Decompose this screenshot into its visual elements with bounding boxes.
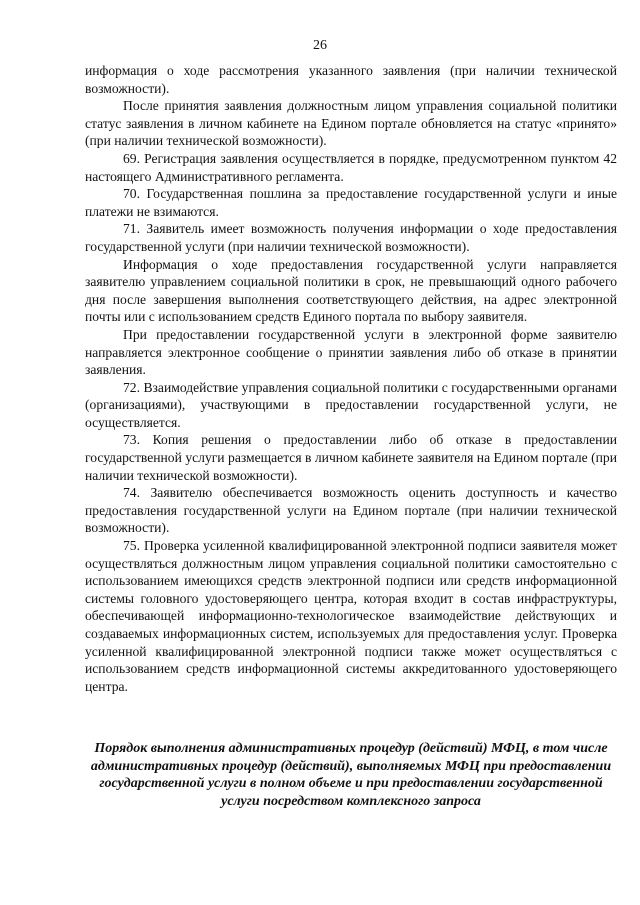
body-text	[85, 62, 617, 695]
section-heading: Порядок выполнения административных процедур (действий) МФЦ, в том числе административных процедур (действий), выполняемых МФЦ при предоставлении государственной услуги в полном объеме и при предоставлении государственной услуги посредством комплексного запроса	[90, 741, 612, 809]
paragraph-electronic-notice: При предоставлении государственной услуги в электронной форме заявителю направляется электронное сообщение о принятии заявления либо об отказе в принятии заявления.	[85, 326, 617, 378]
paragraph-72: 72. Взаимодействие управления социальной политики с государственными органами (организациями), участвующими в предоставлении государственной услуги, не осуществляется.	[85, 379, 617, 430]
paragraph-continuation: информация о ходе рассмотрения указанного заявления (при наличии технической возможности).	[85, 63, 617, 96]
paragraph-71: 71. Заявитель имеет возможность получения информации о ходе предоставления государственной услуги (при наличии технической возможности).	[85, 221, 617, 254]
paragraph-progress-info: Информация о ходе предоставления государственной услуги направляется заявителю управлением социальной политики в срок, не превышающий одного рабочего дня после завершения выполнения соответствующего действия, на адрес электронной почты или с использованием средств Единого портала по выбору заявителя.	[85, 256, 617, 325]
paragraph-70: 70. Государственная пошлина за предоставление государственной услуги и иные платежи не взимаются.	[85, 186, 617, 219]
page-number: 26	[313, 38, 327, 53]
paragraph-75: 75. Проверка усиленной квалифицированной электронной подписи заявителя может осуществляться должностным лицом управления социальной политики самостоятельно с использованием имеющихся средств электронной подписи или средств информационной системы головного удостоверяющего центра, которая входит в состав инфраструктуры, обеспечивающей информационно-технологическое взаимодействие действующих и создаваемых информационных систем, используемых для предоставления услуг. Проверка усиленной квалифицированной электронной подписи также может осуществляться с использованием средств информационной системы аккредитованного удостоверяющего центра.	[85, 538, 617, 694]
paragraph-69: 69. Регистрация заявления осуществляется в порядке, предусмотренном пунктом 42 настоящего Административного регламента.	[85, 150, 617, 184]
paragraph-74: 74. Заявителю обеспечивается возможность оценить доступность и качество предоставления государственной услуги на Едином портале (при наличии технической возможности).	[85, 485, 617, 536]
paragraph-73: 73. Копия решения о предоставлении либо об отказе в предоставлении государственной услуги размещается в личном кабинете заявителя на Едином портале (при наличии технической возможности).	[85, 432, 617, 483]
paragraph-status-update: После принятия заявления должностным лицом управления социальной политики статус заявления в личном кабинете на Едином портале обновляется на статус «принято» (при наличии технической возможности).	[85, 98, 617, 149]
